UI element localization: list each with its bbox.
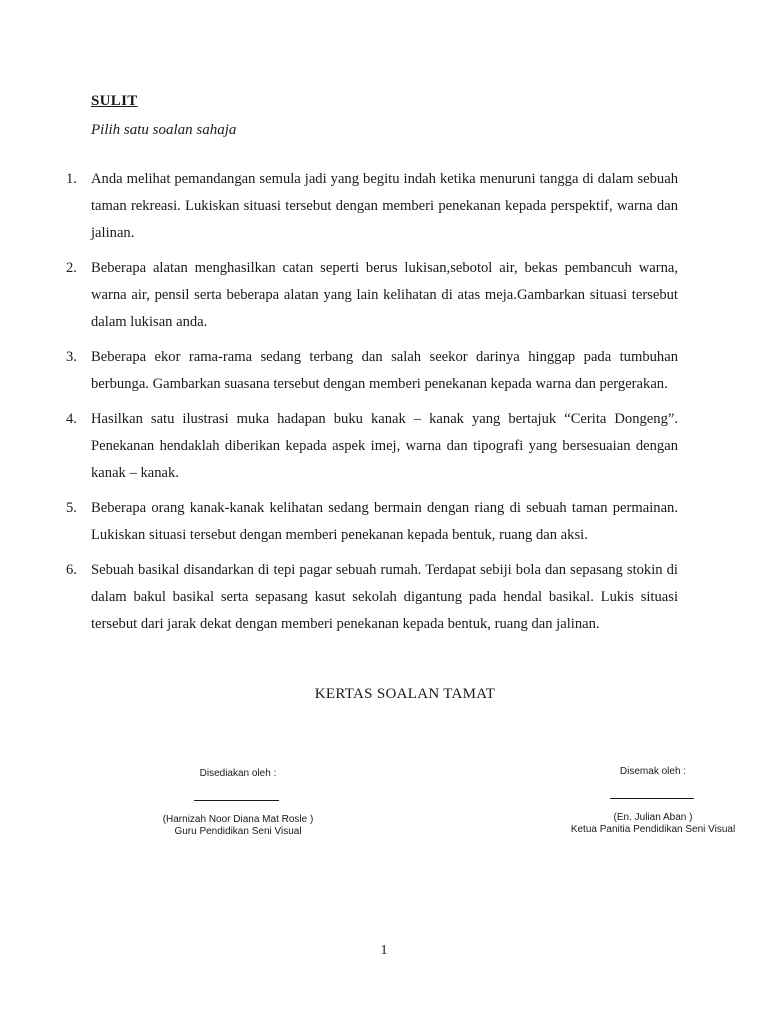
- question-text: Anda melihat pemandangan semula jadi yang begitu indah ketika menuruni tangga di dalam sebuah taman rekreasi. Lukiskan situasi tersebut dengan memberi penekanan kepada perspektif, warna dan jalinan.: [91, 171, 678, 241]
- question-item: [66, 344, 678, 398]
- prepared-by-name: (Harnizah Noor Diana Mat Rosle ): [162, 814, 314, 825]
- question-item: [66, 166, 678, 247]
- document-heading: SULIT: [91, 93, 138, 109]
- question-item: [66, 557, 678, 638]
- question-item: [66, 495, 678, 549]
- question-text: Beberapa orang kanak-kanak kelihatan sedang bermain dengan riang di sebuah taman permainan. Lukiskan situasi tersebut dengan memberi penekanan kepada bentuk, ruang dan aksi.: [91, 500, 678, 543]
- page-number: 1: [380, 943, 388, 958]
- prepared-by-role: Guru Pendidikan Seni Visual: [174, 826, 302, 837]
- question-number: 2.: [66, 260, 77, 276]
- checked-by-role: Ketua Panitia Pendidikan Seni Visual: [570, 824, 736, 835]
- checked-by-label: Disemak oleh :: [619, 766, 687, 777]
- question-number: 1.: [66, 171, 77, 187]
- checked-signature-line: [610, 798, 694, 799]
- end-of-paper-title: KERTAS SOALAN TAMAT: [314, 686, 496, 702]
- question-list: [66, 166, 678, 646]
- question-text: Sebuah basikal disandarkan di tepi pagar sebuah rumah. Terdapat sebiji bola dan sepasang stokin di dalam bakul basikal serta sepasang kasut sekolah digantung pada hendal basikal. Lukis situasi tersebut dari jarak dekat dengan memberi penekanan kepada bentuk, ruang dan jalinan.: [91, 562, 678, 632]
- checked-by-name: (En. Julian Aban ): [613, 812, 693, 823]
- question-number: 4.: [66, 411, 77, 427]
- question-item: [66, 255, 678, 336]
- question-number: 5.: [66, 500, 77, 516]
- question-number: 3.: [66, 349, 77, 365]
- instruction-text: Pilih satu soalan sahaja: [91, 122, 237, 138]
- question-item: [66, 406, 678, 487]
- question-text: Beberapa alatan menghasilkan catan seperti berus lukisan,sebotol air, bekas pembancuh warna, warna air, pensil serta beberapa alatan yang lain kelihatan di atas meja.Gambarkan situasi tersebut dalam lukisan anda.: [91, 260, 678, 330]
- question-number: 6.: [66, 562, 77, 578]
- question-text: Beberapa ekor rama-rama sedang terbang dan salah seekor darinya hinggap pada tumbuhan berbunga. Gambarkan suasana tersebut dengan memberi penekanan kepada warna dan pergerakan.: [91, 349, 678, 392]
- prepared-signature-line: [194, 800, 279, 801]
- question-text: Hasilkan satu ilustrasi muka hadapan buku kanak – kanak yang bertajuk “Cerita Dongeng”. Penekanan hendaklah diberikan kepada aspek imej, warna dan tipografi yang bersesuaian dengan kanak – kanak.: [91, 411, 678, 481]
- prepared-by-label: Disediakan oleh :: [199, 768, 277, 779]
